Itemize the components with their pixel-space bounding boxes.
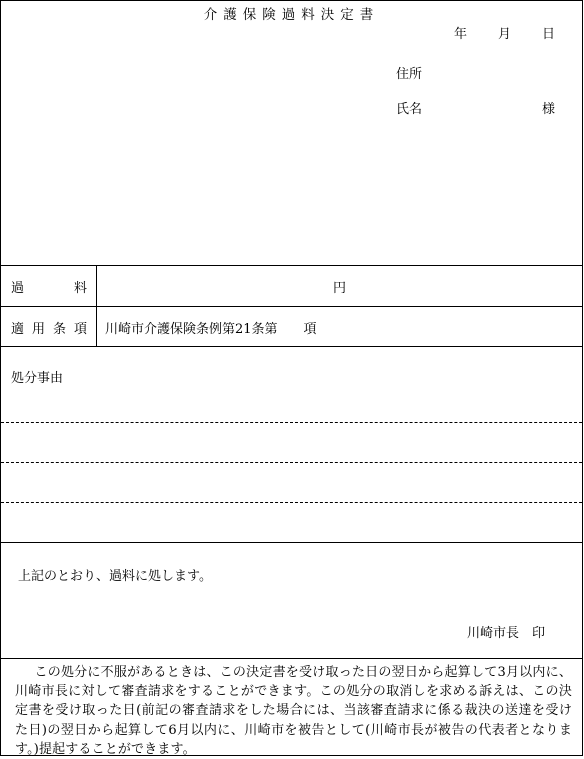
fine-label-char: 料 — [73, 281, 87, 296]
honorific: 様 — [542, 102, 556, 117]
document-title: 介護保険過料決定書 — [203, 7, 380, 23]
reason-label: 処分事由 — [11, 371, 64, 386]
fine-label — [11, 277, 87, 296]
reason-writing-line — [1, 502, 582, 503]
provision-label — [11, 318, 87, 337]
fine-label-char: 過 — [11, 281, 25, 296]
reason-writing-line — [1, 422, 582, 423]
provision-label-char: 適 — [11, 322, 25, 337]
issuer-seal: 川崎市長 印 — [467, 626, 546, 641]
decision-statement: 上記のとおり、過料に処します。 — [18, 569, 212, 584]
reason-writing-line — [1, 462, 582, 463]
provision-label-char: 条 — [52, 322, 66, 337]
appeal-notice: この処分に不服があるときは、この決定書を受け取った日の翌日から起算して3月以内に、川崎市長に対して審査請求をすることができます。この処分の取消しを求める訴えは、この決定書を受け取った日(前記の審査請求をした場合には、当該審査請求に係る裁決の送達を受けた日)の翌日から起算して6月以内に、川崎市を被告として(川崎市長が被告の代表者となります。)提起することができます。 — [15, 665, 572, 757]
date-year-label: 年 — [454, 27, 468, 42]
date-month-label: 月 — [498, 27, 512, 42]
provision-text: 川崎市介護保険条例第21条第 項 — [105, 322, 317, 337]
provision-label-char: 用 — [31, 322, 45, 337]
fine-amount-unit: 円 — [333, 281, 347, 296]
fine-row-divider — [1, 306, 582, 307]
name-label: 氏名 — [396, 102, 423, 117]
date-day-label: 日 — [542, 27, 556, 42]
provision-row-divider — [1, 346, 582, 347]
provision-label-char: 項 — [73, 322, 87, 337]
decision-section-divider — [1, 658, 582, 659]
label-column-divider — [96, 265, 97, 346]
header-divider — [1, 265, 582, 266]
reason-section-divider — [1, 542, 582, 543]
address-label: 住所 — [396, 67, 423, 82]
